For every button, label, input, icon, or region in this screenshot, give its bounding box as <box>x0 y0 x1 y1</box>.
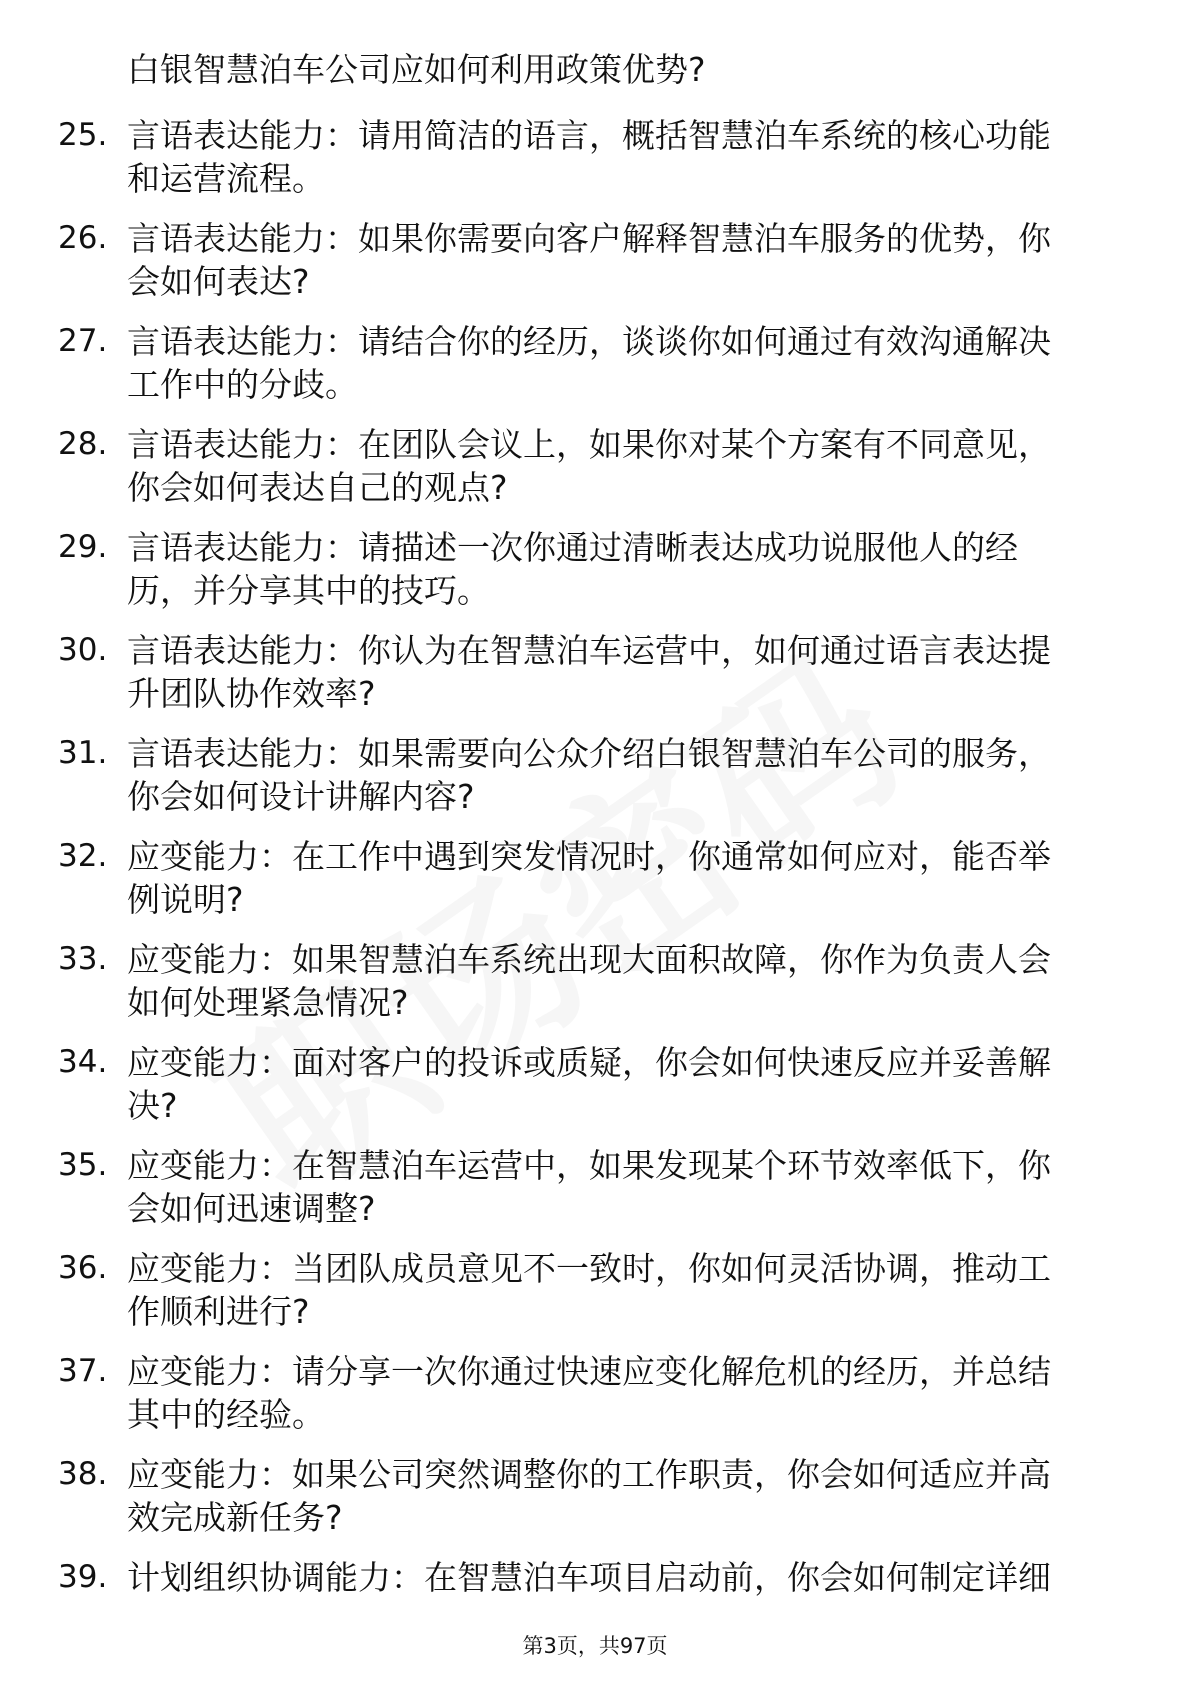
question-line: 言语表达能力：如果需要向公众介绍白银智慧泊车公司的服务， <box>127 734 1051 773</box>
list-item <box>0 316 1190 419</box>
question-line: 言语表达能力：请结合你的经历，谈谈你如何通过有效沟通解决 <box>127 322 1051 361</box>
question-line: 决? <box>127 1086 178 1125</box>
question-line: 计划组织协调能力：在智慧泊车项目启动前，你会如何制定详细 <box>127 1558 1051 1597</box>
continuation-text: 白银智慧泊车公司应如何利用政策优势? <box>127 50 706 89</box>
question-number: 25. <box>58 117 108 153</box>
list-item <box>0 1552 1190 1612</box>
question-line: 应变能力：当团队成员意见不一致时，你如何灵活协调，推动工 <box>127 1249 1051 1288</box>
question-number: 39. <box>58 1559 108 1595</box>
question-text <box>127 1247 1127 1333</box>
question-text <box>127 732 1127 818</box>
question-text <box>127 526 1127 612</box>
question-number: 28. <box>58 426 108 462</box>
question-text <box>127 217 1127 303</box>
list-item <box>0 625 1190 728</box>
question-line: 例说明? <box>127 880 244 919</box>
question-text <box>127 1041 1127 1127</box>
question-number: 33. <box>58 941 108 977</box>
question-number: 38. <box>58 1456 108 1492</box>
question-line: 其中的经验。 <box>127 1395 325 1434</box>
list-item <box>0 110 1190 213</box>
question-line: 言语表达能力：你认为在智慧泊车运营中，如何通过语言表达提 <box>127 631 1051 670</box>
question-number: 27. <box>58 323 108 359</box>
list-item <box>0 419 1190 522</box>
question-line: 应变能力：如果智慧泊车系统出现大面积故障，你作为负责人会 <box>127 940 1051 979</box>
question-number: 26. <box>58 220 108 256</box>
question-text <box>127 320 1127 406</box>
question-number: 32. <box>58 838 108 874</box>
list-item <box>0 1346 1190 1449</box>
question-line: 你会如何表达自己的观点? <box>127 468 508 507</box>
question-text <box>127 423 1127 509</box>
question-line: 言语表达能力：请描述一次你通过清晰表达成功说服他人的经 <box>127 528 1018 567</box>
question-number: 37. <box>58 1353 108 1389</box>
list-item <box>0 1449 1190 1552</box>
question-line: 会如何迅速调整? <box>127 1189 376 1228</box>
question-line: 历，并分享其中的技巧。 <box>127 571 490 610</box>
question-line: 会如何表达? <box>127 262 310 301</box>
list-item <box>0 1037 1190 1140</box>
question-text <box>127 835 1127 921</box>
question-line: 升团队协作效率? <box>127 674 376 713</box>
question-text <box>127 629 1127 715</box>
question-line: 工作中的分歧。 <box>127 365 358 404</box>
question-line: 言语表达能力：请用简洁的语言，概括智慧泊车系统的核心功能 <box>127 116 1051 155</box>
list-item <box>0 831 1190 934</box>
question-line: 效完成新任务? <box>127 1498 343 1537</box>
list-item <box>0 934 1190 1037</box>
question-line: 你会如何设计讲解内容? <box>127 777 475 816</box>
list-item <box>0 1243 1190 1346</box>
question-number: 30. <box>58 632 108 668</box>
question-line: 言语表达能力：如果你需要向客户解释智慧泊车服务的优势，你 <box>127 219 1051 258</box>
question-line: 应变能力：请分享一次你通过快速应变化解危机的经历，并总结 <box>127 1352 1051 1391</box>
question-text <box>127 1453 1127 1539</box>
question-line: 应变能力：如果公司突然调整你的工作职责，你会如何适应并高 <box>127 1455 1051 1494</box>
question-line: 作顺利进行? <box>127 1292 310 1331</box>
question-line: 应变能力：在工作中遇到突发情况时，你通常如何应对，能否举 <box>127 837 1051 876</box>
list-item <box>0 522 1190 625</box>
question-text <box>127 114 1127 200</box>
question-line: 应变能力：面对客户的投诉或质疑，你会如何快速反应并妥善解 <box>127 1043 1051 1082</box>
question-line: 和运营流程。 <box>127 159 325 198</box>
question-line: 应变能力：在智慧泊车运营中，如果发现某个环节效率低下，你 <box>127 1146 1051 1185</box>
page-footer: 第3页，共97页 <box>522 1634 668 1658</box>
question-number: 34. <box>58 1044 108 1080</box>
question-number: 29. <box>58 529 108 565</box>
question-number: 35. <box>58 1147 108 1183</box>
question-text <box>127 1556 1127 1599</box>
list-item <box>0 213 1190 316</box>
list-item <box>0 728 1190 831</box>
question-number: 36. <box>58 1250 108 1286</box>
question-text <box>127 1350 1127 1436</box>
question-text <box>127 938 1127 1024</box>
question-line: 言语表达能力：在团队会议上，如果你对某个方案有不同意见， <box>127 425 1051 464</box>
question-list <box>0 110 1190 1612</box>
question-text <box>127 1144 1127 1230</box>
question-number: 31. <box>58 735 108 771</box>
question-line: 如何处理紧急情况? <box>127 983 409 1022</box>
list-item <box>0 1140 1190 1243</box>
